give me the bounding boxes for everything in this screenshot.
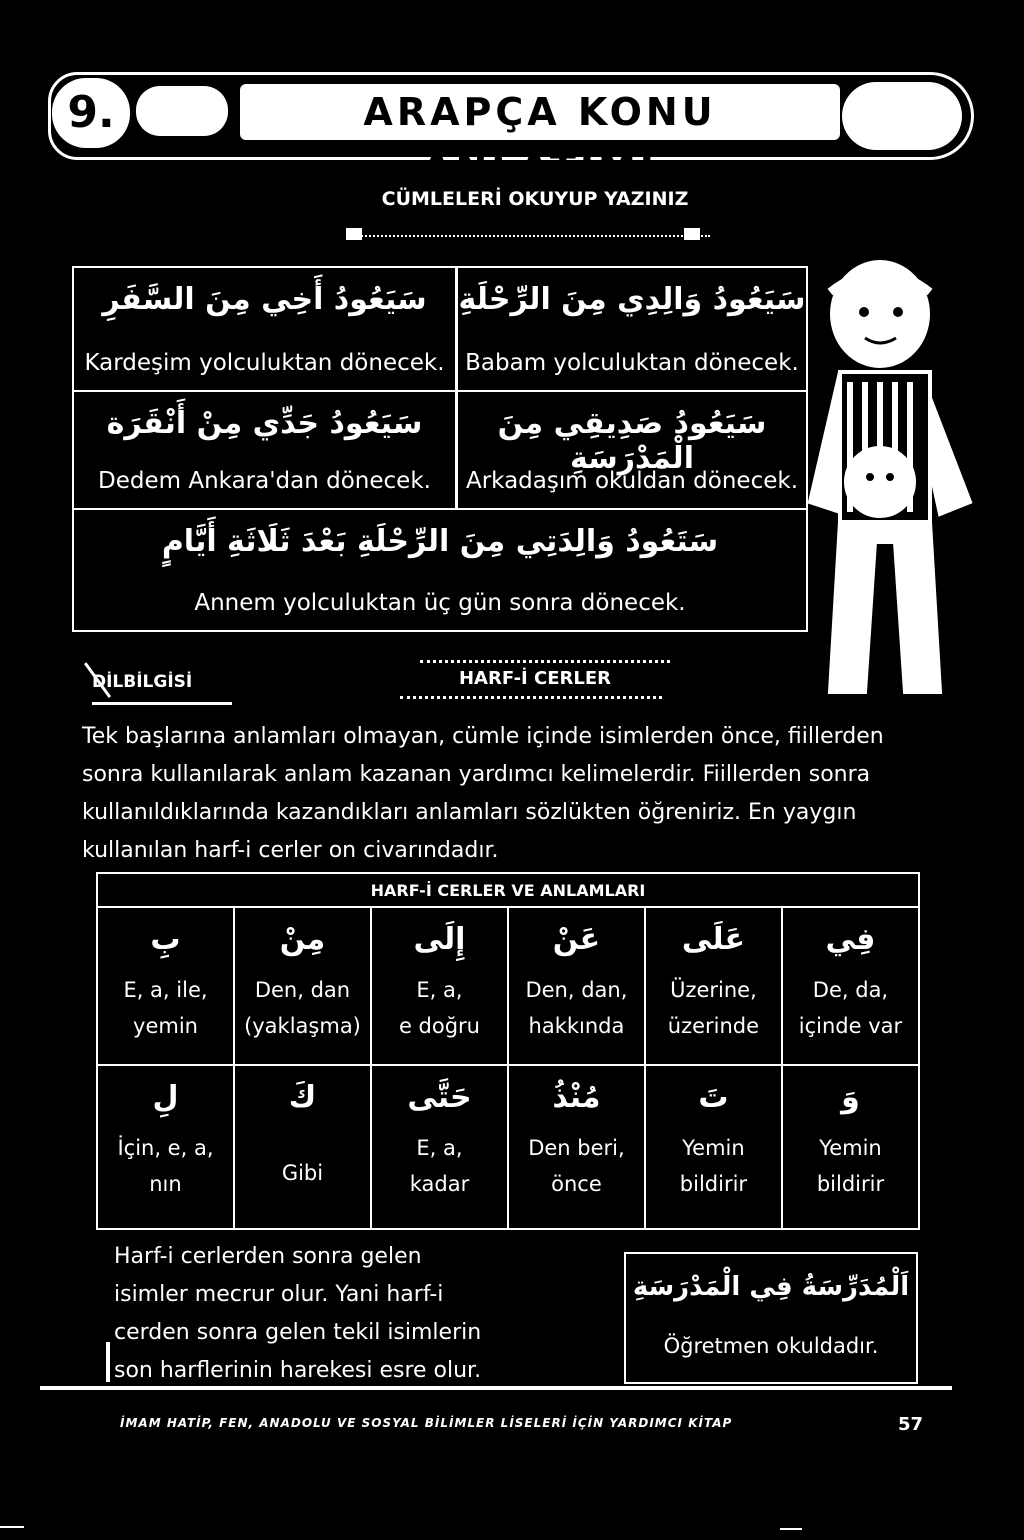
meaning-line: Yemin [682,1136,745,1160]
particles-table [96,872,920,1230]
particle-meaning [372,972,507,1056]
divider-ornament-left [346,228,362,240]
meaning-line: Üzerine, [670,978,757,1002]
meaning-line: kadar [409,1172,470,1196]
sentence-arabic: سَيَعُودُ وَالِدِي مِنَ الرِّحْلَةِ [458,282,806,317]
particle-arabic: لِ [152,1080,179,1115]
table-title: HARF-İ CERLER VE ANLAMLARI [97,873,919,907]
rule-note [114,1238,494,1390]
scan-edge-mark [0,1526,24,1528]
divider-ornament-right [684,228,700,240]
meaning-line: üzerinde [667,1014,760,1038]
sentence-arabic: سَتَعُودُ وَالِدَتِي مِنَ الرِّحْلَةِ بَعْدَ ثَلَاثَةِ أَيَّامٍ [161,524,719,559]
meaning-line: E, a, ile, [123,978,208,1002]
meaning-line: yemin [133,1014,198,1038]
meaning-line: önce [551,1172,602,1196]
book-title: ARAPÇA KONU ANLATIMI [240,84,840,140]
note-bracket [106,1342,110,1382]
particle-arabic: وَ [841,1080,860,1115]
sentence-box [456,390,808,510]
title-frame-bottom [400,696,662,699]
sentence-arabic: سَيَعُودُ صَدِيقِي مِنَ الْمَدْرَسَةِ [497,406,767,476]
note-line: Harf-i cerlerden sonra gelen [114,1244,422,1269]
footer-text: İMAM HATİP, FEN, ANADOLU VE SOSYAL BİLİMLER LİSELERİ İÇİN YARDIMCI KİTAP [120,1416,733,1430]
particle-meaning [509,972,644,1056]
grammar-title: HARF-İ CERLER [458,668,612,689]
sentence-turkish: Kardeşim yolculuktan dönecek. [84,350,445,376]
table-row [97,1065,919,1229]
meaning-line: Gibi [281,1161,324,1185]
scan-edge-mark [780,1528,802,1530]
meaning-line: (yaklaşma) [244,1014,361,1038]
particle-arabic: مُنْذُ [552,1080,601,1115]
footer-divider [40,1386,952,1390]
particle-meaning [783,1130,918,1214]
particle-meaning [646,972,781,1056]
meaning-line: Den, dan, [525,978,628,1002]
example-arabic: اَلْمُدَرِّسَةُ فِي الْمَدْرَسَةِ [632,1272,910,1302]
meaning-line: Den, dan [254,978,351,1002]
sentence-box [456,266,808,392]
chapter-number: 9. [52,78,130,148]
particle-meaning [646,1130,781,1214]
sentence-turkish: Dedem Ankara'dan dönecek. [98,468,431,494]
meaning-line: Yemin [819,1136,882,1160]
page-number: 57 [898,1414,924,1435]
example-box [624,1252,918,1384]
sentence-turkish: Arkadaşım okuldan dönecek. [465,468,799,494]
particle-meaning [509,1130,644,1214]
particle-meaning [98,972,233,1056]
meaning-line: İçin, e, a, [117,1136,214,1160]
particle-arabic: تَ [698,1080,729,1115]
meaning-line: e doğru [398,1014,480,1038]
particle-meaning [372,1130,507,1214]
particle-arabic: كَ [288,1080,317,1115]
sentence-turkish: Babam yolculuktan dönecek. [465,350,799,376]
particle-arabic: بِ [150,922,181,957]
particle-arabic: عَنْ [552,922,601,957]
chapter-badge [136,86,228,136]
particle-meaning [235,972,370,1056]
title-frame-top [420,660,670,663]
particle-meaning [235,1130,370,1228]
sentence-box [72,390,456,510]
sentence-box [72,266,456,392]
banner-end-cap [842,82,962,150]
particle-meaning [783,972,918,1056]
instruction-divider [350,235,710,237]
grammar-paragraph: Tek başlarına anlamları olmayan, cümle içinde isimlerden önce, fiillerden sonra kullanılarak anlam kazanan yardımcı kelimelerdir. Fiillerden sonra kullanıldıklarında kazandıkları anlamları sözlükten öğreniriz. En yaygın kullanılan harf-i cerler on civarındadır. [82,724,884,863]
section-underline [92,702,232,705]
instruction-heading: CÜMLELERİ OKUYUP YAZINIZ [381,188,689,210]
example-turkish: Öğretmen okuldadır. [663,1334,879,1358]
note-line: son harflerinin harekesi esre olur. [114,1358,482,1383]
table-row [97,907,919,1065]
meaning-line: içinde var [798,1014,903,1038]
sentence-turkish: Annem yolculuktan üç gün sonra dönecek. [194,590,686,616]
meaning-line: Den beri, [528,1136,625,1160]
particle-arabic: إِلَى [413,922,466,957]
note-line: isimler mecrur olur. Yani harf-i [114,1282,444,1307]
meaning-line: bildirir [679,1172,748,1196]
meaning-line: De, da, [812,978,889,1002]
particle-arabic: مِنْ [279,922,326,957]
particle-arabic: فِي [825,922,876,957]
particle-arabic: عَلَى [681,922,745,957]
sentence-arabic: سَيَعُودُ أَخِي مِنَ السَّفَرِ [102,282,427,317]
particle-arabic: حَتَّى [407,1080,472,1115]
section-label: DİLBİLGİSİ [92,672,193,692]
note-line: cerden sonra gelen tekil isimlerin [114,1320,482,1345]
meaning-line: E, a, [416,978,463,1002]
meaning-line: nın [149,1172,182,1196]
sentence-box-wide [72,508,808,632]
meaning-line: E, a, [416,1136,463,1160]
meaning-line: bildirir [816,1172,885,1196]
meaning-line: hakkında [528,1014,625,1038]
boy-illustration [770,252,1010,722]
particle-meaning [98,1130,233,1214]
sentence-arabic: سَيَعُودُ جَدِّي مِنْ أَنْقَرَة [106,406,423,441]
